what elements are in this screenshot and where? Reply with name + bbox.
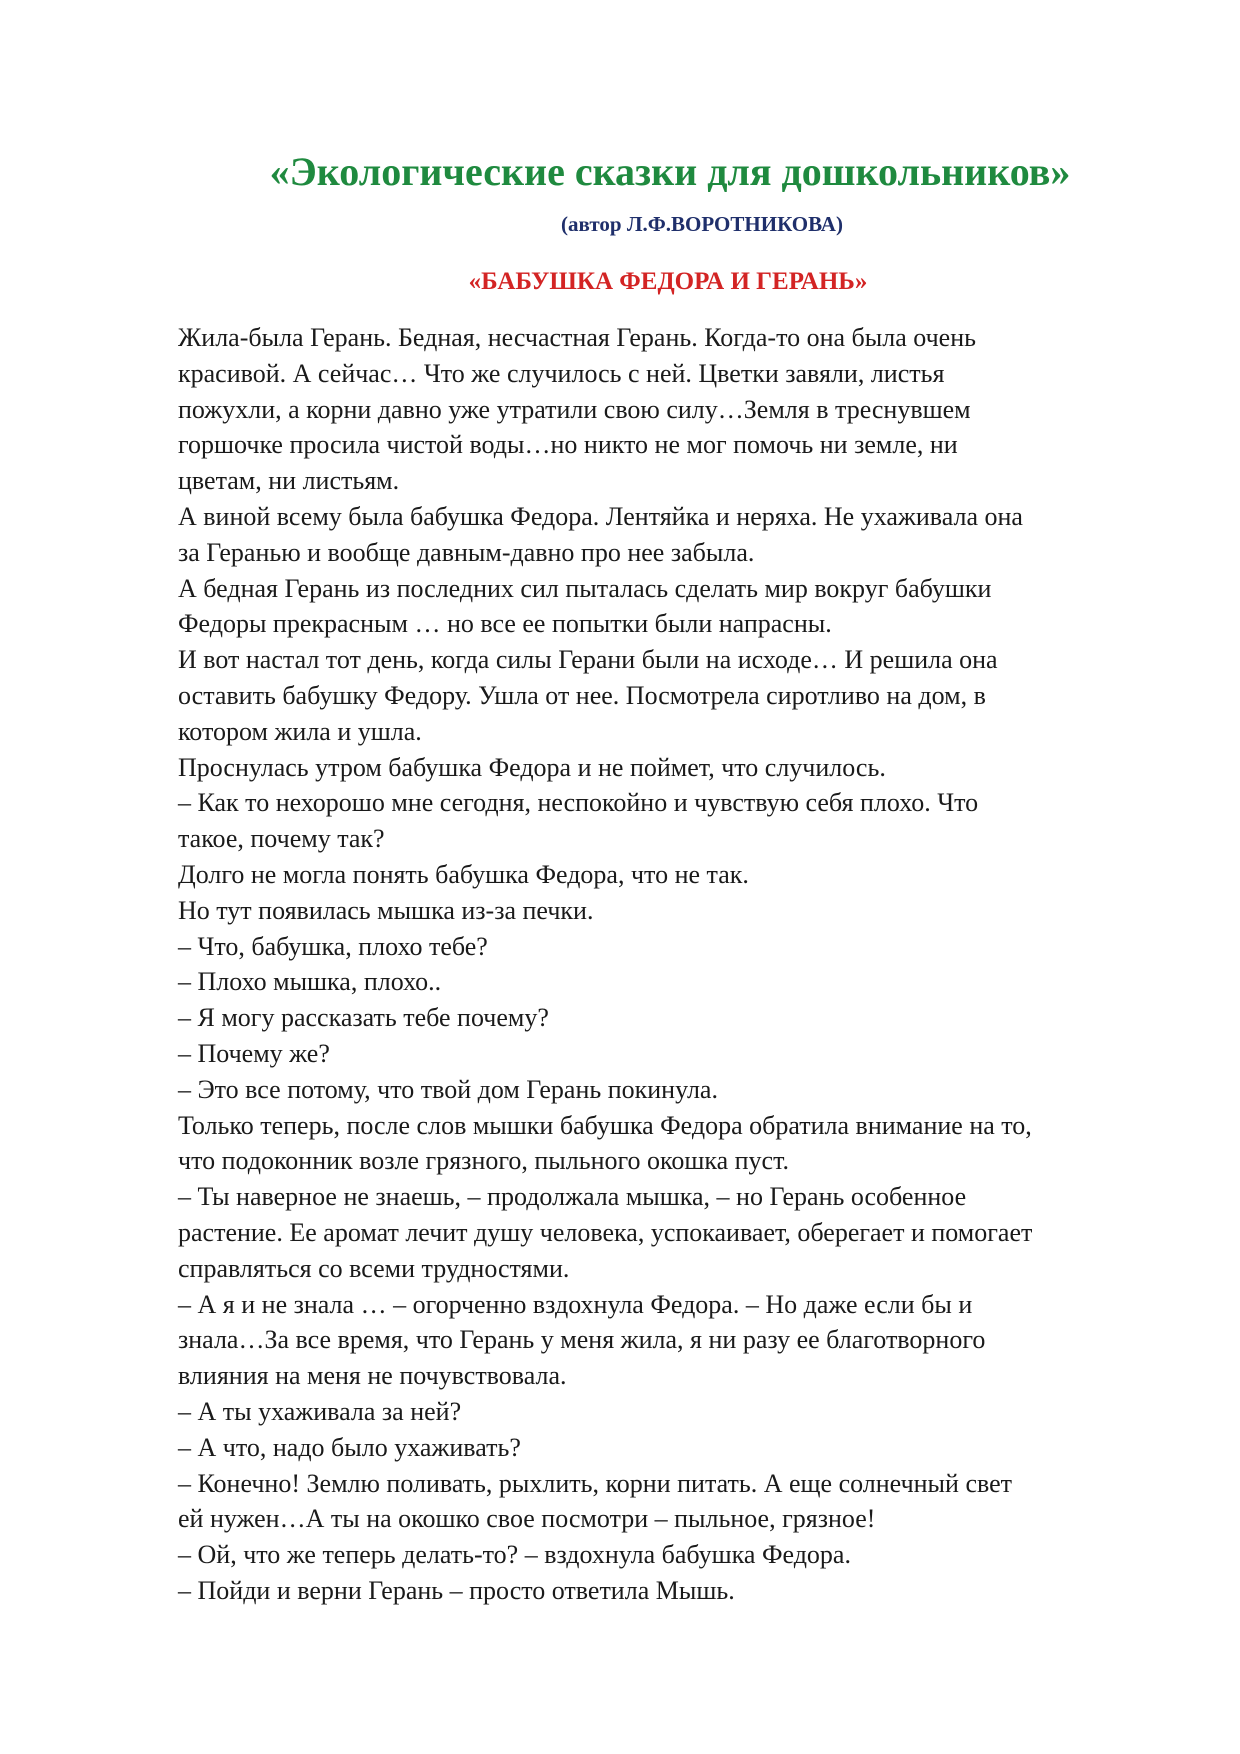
story-title: «БАБУШКА ФЕДОРА И ГЕРАНЬ»: [468, 268, 868, 295]
author-line: (автор Л.Ф.ВОРОТНИКОВА): [561, 212, 843, 236]
text-line: цветам, ни листьям.: [178, 466, 400, 496]
story-body: [178, 320, 1178, 1609]
text-line: влияния на меня не почувствовала.: [178, 1361, 567, 1391]
text-line: А бедная Герань из последних сил пыталась сделать мир вокруг бабушки: [178, 573, 992, 603]
text-line: знала…За все время, что Герань у меня жила, я ни разу ее благотворного: [178, 1325, 986, 1355]
text-line: справляться со всеми трудностями.: [178, 1253, 570, 1283]
text-line: – Я могу рассказать тебе почему?: [178, 1003, 549, 1033]
document-title: «Экологические сказки для дошкольников»: [269, 149, 1071, 194]
text-line: – А ты ухаживала за ней?: [178, 1396, 462, 1426]
text-line: Долго не могла понять бабушка Федора, что не так.: [178, 859, 749, 889]
text-line: – Ты наверное не знаешь, – продолжала мышка, – но Герань особенное: [178, 1182, 967, 1212]
text-line: за Геранью и вообще давным-давно про нее забыла.: [178, 537, 755, 567]
text-line: котором жила и ушла.: [178, 716, 422, 746]
text-line: – А я и не знала … – огорченно вздохнула Федора. – Но даже если бы и: [178, 1289, 973, 1319]
text-line: Жила-была Герань. Бедная, несчастная Герань. Когда-то она была очень: [178, 323, 976, 352]
text-line: – Как то нехорошо мне сегодня, неспокойно и чувствую себя плохо. Что: [178, 788, 979, 818]
text-line: – Это все потому, что твой дом Герань покинула.: [178, 1074, 718, 1104]
text-line: Только теперь, после слов мышки бабушка Федора обратила внимание на то,: [178, 1110, 1032, 1140]
text-line: красивой. А сейчас… Что же случилось с ней. Цветки завяли, листья: [178, 358, 945, 388]
text-line: – Почему же?: [178, 1038, 330, 1068]
text-line: – Конечно! Землю поливать, рыхлить, корни питать. А еще солнечный свет: [178, 1468, 1013, 1498]
text-line: И вот настал тот день, когда силы Герани были на исходе… И решила она: [178, 645, 998, 675]
text-line: – Плохо мышка, плохо..: [178, 967, 442, 997]
text-line: – Что, бабушка, плохо тебе?: [178, 931, 488, 961]
text-line: Федоры прекрасным … но все ее попытки были напрасны.: [178, 609, 832, 639]
text-line: пожухли, а корни давно уже утратили свою силу…Земля в треснувшем: [178, 394, 971, 424]
text-line: ей нужен…А ты на окошко свое посмотри – пыльное, грязное!: [178, 1504, 876, 1534]
text-line: что подоконник возле грязного, пыльного окошка пуст.: [178, 1146, 789, 1176]
text-line: – Ой, что же теперь делать-то? – вздохнула бабушка Федора.: [178, 1540, 851, 1570]
text-line: А виной всему была бабушка Федора. Лентяйка и неряха. Не ухаживала она: [178, 501, 1023, 531]
text-line: – Пойди и верни Герань – просто ответила Мышь.: [178, 1575, 735, 1605]
text-line: растение. Ее аромат лечит душу человека, успокаивает, оберегает и помогает: [178, 1217, 1033, 1247]
text-line: Но тут появилась мышка из-за печки.: [178, 895, 594, 925]
text-line: горшочке просила чистой воды…но никто не мог помочь ни земле, ни: [178, 430, 958, 460]
text-line: – А что, надо было ухаживать?: [178, 1432, 521, 1462]
text-line: оставить бабушку Федору. Ушла от нее. Посмотрела сиротливо на дом, в: [178, 680, 986, 710]
text-line: Проснулась утром бабушка Федора и не поймет, что случилось.: [178, 752, 886, 782]
text-line: такое, почему так?: [178, 824, 385, 854]
